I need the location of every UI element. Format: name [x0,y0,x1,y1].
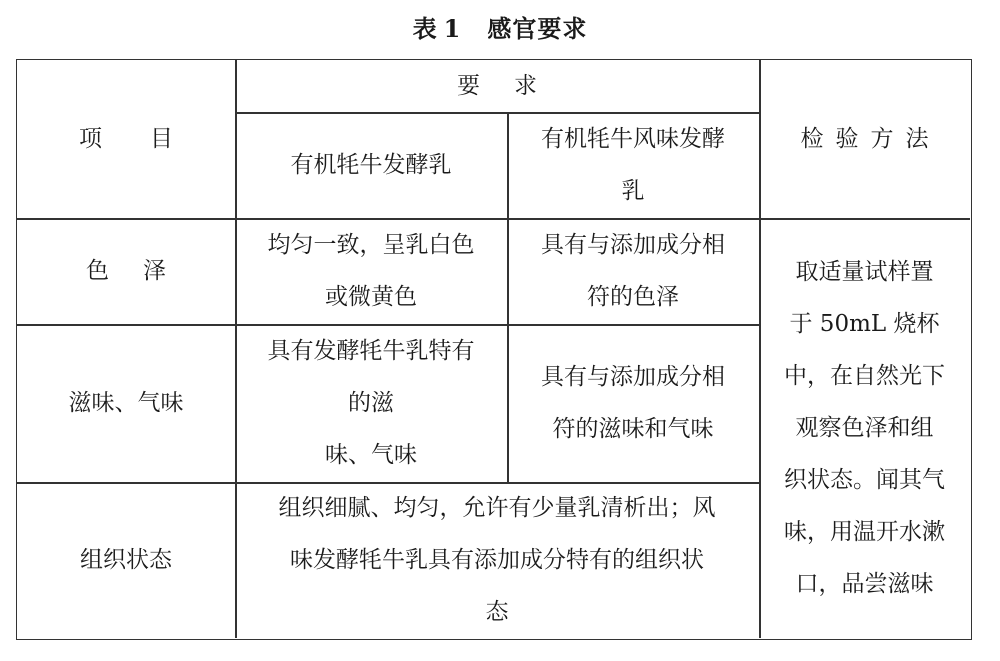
row-item-label: 色泽 [86,258,200,284]
header-method-label: 检验方法 [800,126,941,152]
cell-line: 组织细腻、均匀，允许有少量乳清析出；风 [278,495,716,521]
header-col-b [507,112,759,218]
row-taste-col-b [507,324,759,482]
cell-line: 符的色泽 [587,284,679,310]
cell-line: 具有与添加成分相 [541,364,725,390]
header-col-b-line: 乳 [621,178,645,204]
row-texture-merged [235,482,759,638]
cell-line: 味发酵牦牛乳具有添加成分特有的组织状 [290,547,704,573]
row-item-label: 滋味、气味 [68,390,184,416]
header-item-label: 项目 [79,126,221,152]
row-taste-col-a [235,324,507,482]
table-title-prefix: 表 [412,14,438,43]
method-line: 于 50mL 烧杯 [789,311,940,337]
cell-line: 符的滋味和气味 [552,416,714,442]
header-col-b-line: 有机牦牛风味发酵 [541,126,725,152]
header-method [759,60,970,218]
method-line: 观察色泽和组 [795,415,934,441]
header-requirements-label: 要求 [457,73,571,99]
method-line: 口，品尝滋味 [795,571,934,597]
cell-line: 均匀一致，呈乳白色 [267,232,475,258]
cell-line: 具有与添加成分相 [541,232,725,258]
header-col-a [235,112,507,218]
method-description [759,218,970,638]
row-taste-item [17,324,235,482]
cell-line: 具有发酵牦牛乳特有 [267,338,475,364]
method-line: 取适量试样置 [795,259,934,285]
row-color-item [17,218,235,324]
row-item-label: 组织状态 [80,547,172,573]
cell-line: 的滋 [348,390,394,416]
header-item [17,60,235,218]
method-line: 中，在自然光下 [784,363,945,389]
table-title-text: 感官要求 [487,14,588,43]
row-color-col-b [507,218,759,324]
header-col-a-line: 有机牦牛发酵乳 [290,152,452,178]
sensory-requirements-table [16,59,972,640]
cell-line: 态 [485,599,509,625]
cell-line: 味、气味 [325,442,417,468]
table-title [0,12,1000,46]
row-texture-item [17,482,235,638]
header-requirements [235,60,759,112]
method-line: 味，用温开水漱 [784,519,945,545]
row-color-col-a [235,218,507,324]
table-title-number: 1 [443,14,462,43]
method-line: 织状态。闻其气 [784,467,945,493]
cell-line: 或微黄色 [325,284,417,310]
